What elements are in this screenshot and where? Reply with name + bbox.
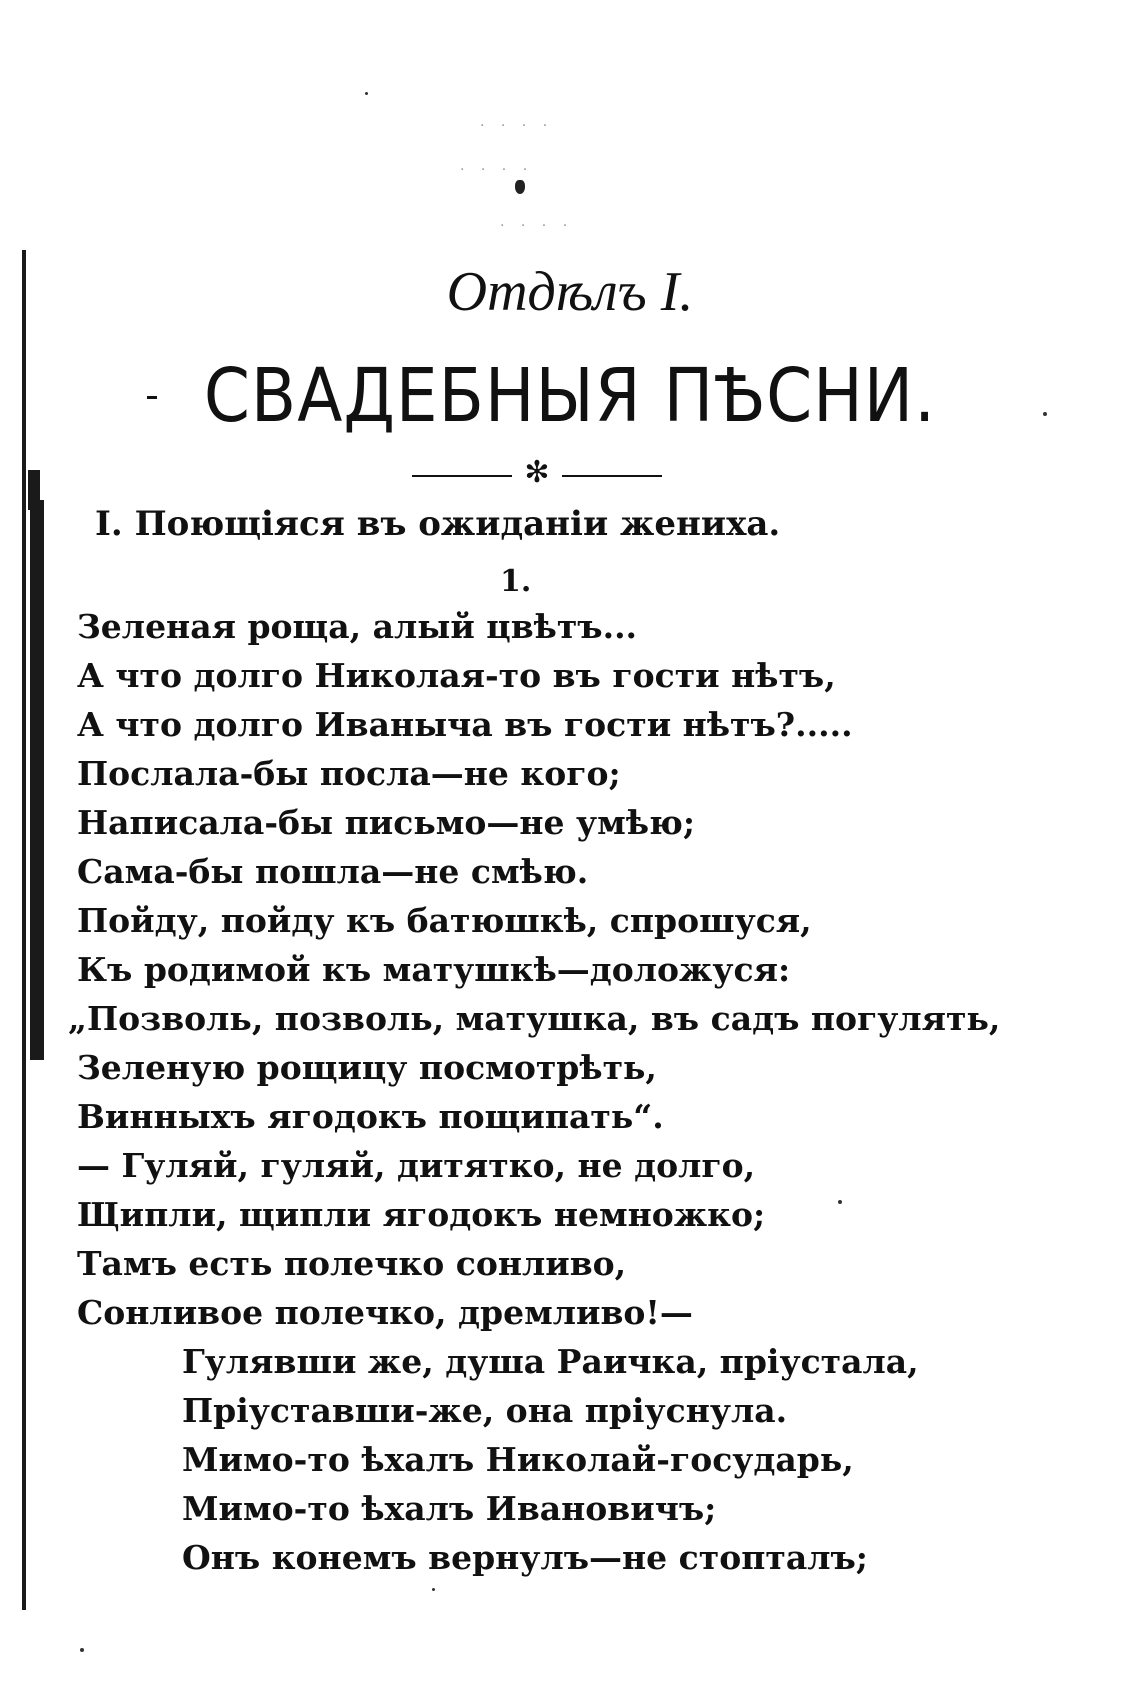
ink-blot	[515, 180, 525, 194]
verse-line-3: А что долго Иваныча въ гости нѣтъ?.....	[77, 705, 853, 744]
verse-line-16: Гулявши же, душа Раичка, пріустала,	[182, 1342, 919, 1381]
binding-shadow	[30, 500, 44, 1060]
verse-line-11: Винныхъ ягодокъ пощипать“.	[77, 1097, 664, 1136]
section-title: СВАДЕБНЫЯ ПѢСНИ.	[203, 352, 937, 439]
print-smudge: · · · ·	[460, 162, 534, 178]
paper-speck	[432, 1588, 435, 1591]
verse-line-5: Написала-бы письмо—не умѣю;	[77, 803, 696, 842]
section-label: Отдѣлъ I.	[446, 261, 694, 323]
verse-line-7: Пойду, пойду къ батюшкѣ, спрошуся,	[77, 901, 812, 940]
paper-speck	[365, 92, 368, 95]
paper-speck	[80, 1648, 84, 1652]
verse-line-4: Послала-бы посла—не кого;	[77, 754, 621, 793]
ornament-divider	[412, 455, 662, 490]
verse-line-9: „Позволь, позволь, матушка, въ садъ погулять,	[68, 999, 1001, 1038]
verse-line-6: Сама-бы пошла—не смѣю.	[77, 852, 589, 891]
verse-line-10: Зеленую рощицу посмотрѣть,	[77, 1048, 657, 1087]
chapter-heading: I. Поющіяся въ ожиданіи жениха.	[95, 504, 781, 544]
print-smudge: · · · ·	[500, 218, 574, 234]
verse-line-17: Пріуставши-же, она пріуснула.	[182, 1391, 788, 1430]
verse-line-12: — Гуляй, гуляй, дитятко, не долго,	[77, 1146, 756, 1185]
verse-line-19: Мимо-то ѣхалъ Ивановичъ;	[182, 1489, 717, 1528]
verse-line-14: Тамъ есть полечко сонливо,	[77, 1244, 627, 1283]
paper-speck	[1043, 412, 1047, 416]
verse-line-20: Онъ конемъ вернулъ—не стопталъ;	[182, 1538, 868, 1577]
verse-line-1: Зеленая роща, алый цвѣтъ...	[77, 607, 638, 646]
verse-line-18: Мимо-то ѣхалъ Николай-государь,	[182, 1440, 854, 1479]
verse-line-13: Щипли, щипли ягодокъ немножко;	[77, 1195, 766, 1234]
binding-edge	[22, 250, 26, 1610]
song-number: 1.	[500, 564, 532, 599]
verse-line-15: Сонливое полечко, дремливо!—	[77, 1293, 693, 1332]
ornament-rule-right	[562, 475, 662, 477]
print-smudge: · · · ·	[480, 118, 554, 134]
ornament-rule-left	[412, 475, 512, 477]
paper-speck	[838, 1200, 842, 1204]
verse-line-8: Къ родимой къ матушкѣ—доложуся:	[77, 950, 791, 989]
verse-line-2: А что долго Николая-то въ гости нѣтъ,	[77, 656, 836, 695]
ornament-star-icon: ✻	[524, 455, 550, 490]
